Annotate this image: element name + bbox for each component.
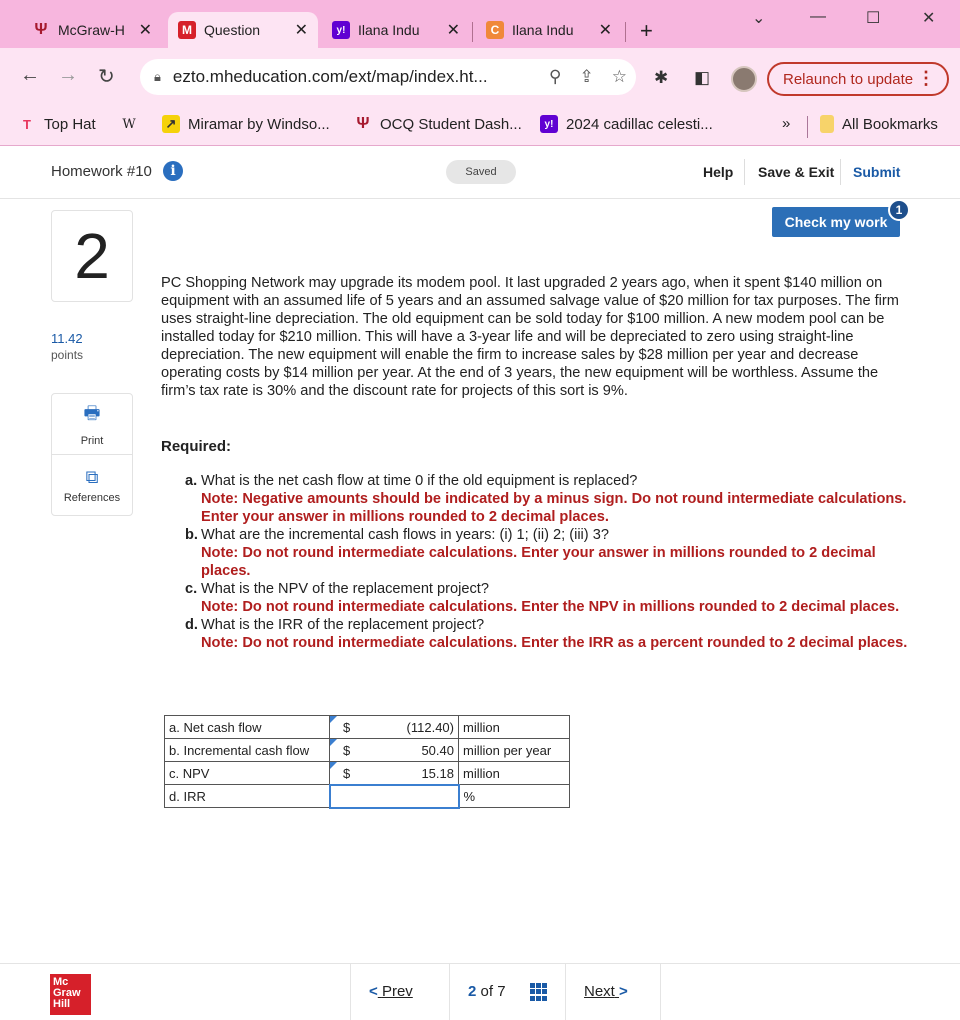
bookmark-star-icon[interactable]: ☆ — [611, 67, 627, 86]
currency-symbol: $ — [343, 766, 351, 781]
unit-label: % — [459, 785, 570, 808]
points-label: points — [51, 348, 84, 362]
header-divider — [840, 159, 841, 185]
help-link[interactable]: Help — [703, 164, 734, 180]
mcgraw-hill-logo: Mc Graw Hill — [50, 974, 91, 1015]
pager-divider — [449, 964, 450, 1020]
printer-icon: 🖶︎ — [83, 403, 101, 423]
part-label: d. — [185, 617, 198, 633]
irr-input[interactable] — [330, 785, 459, 808]
bookmark-ocq[interactable] — [354, 115, 522, 133]
bookmark-top-hat[interactable] — [18, 115, 96, 133]
assignment-header — [0, 147, 960, 199]
question-grid-icon[interactable] — [530, 983, 548, 1001]
close-tab-icon[interactable]: ✕ — [294, 22, 308, 39]
table-row — [165, 762, 570, 785]
table-row — [165, 716, 570, 739]
save-exit-link[interactable]: Save & Exit — [758, 164, 835, 180]
answer-table — [164, 715, 570, 809]
prev-button[interactable] — [369, 983, 413, 1000]
relaunch-label: Relaunch to update — [783, 70, 914, 88]
part-question: What is the IRR of the replacement project? — [201, 617, 485, 633]
of-label: of — [480, 983, 494, 1000]
next-button[interactable] — [584, 983, 628, 1000]
indiana-u-icon: Ψ — [356, 115, 370, 132]
bookmark-label: Top Hat — [44, 115, 96, 133]
url-text[interactable]: ezto.mheducation.com/ext/map/index.ht... — [172, 67, 488, 86]
unit-label: million — [459, 762, 570, 785]
row-label: d. IRR — [165, 785, 330, 808]
saved-status-badge: Saved — [446, 160, 516, 184]
wikipedia-icon: W — [122, 116, 136, 132]
tab-divider — [625, 22, 626, 42]
part-d — [185, 616, 915, 652]
page-footer — [0, 963, 960, 1020]
npv-input[interactable] — [330, 762, 459, 785]
question-number: 2 — [51, 210, 133, 302]
tab-search-icon[interactable]: ⌄ — [752, 10, 766, 27]
lock-icon[interactable]: 🔒︎ — [154, 69, 161, 84]
top-hat-icon: T — [23, 116, 31, 132]
close-window-icon[interactable]: ✕ — [922, 10, 936, 27]
yahoo-icon: y! — [540, 115, 558, 133]
relaunch-button[interactable] — [767, 62, 949, 96]
bookmark-label: OCQ Student Dash... — [380, 115, 522, 133]
tab-title: McGraw-H — [58, 22, 125, 38]
miramar-icon: ↗ — [162, 115, 180, 133]
unit-label: million — [459, 716, 570, 739]
tab-bar — [0, 0, 960, 48]
references-button[interactable] — [52, 455, 132, 516]
address-bar[interactable] — [140, 59, 636, 95]
part-b — [185, 526, 915, 580]
part-a — [185, 472, 915, 526]
print-label: Print — [80, 435, 104, 447]
side-panel-icon[interactable]: ◧ — [694, 68, 711, 87]
input-value[interactable]: (112.40) — [406, 720, 454, 735]
answer-flag-icon — [330, 762, 337, 769]
tab-divider — [472, 22, 473, 42]
part-question: What are the incremental cash flows in years: (i) 1; (ii) 2; (iii) 3? — [201, 527, 609, 543]
row-label: c. NPV — [165, 762, 330, 785]
zoom-icon[interactable]: ⚲ — [549, 67, 562, 86]
minimize-icon[interactable]: — — [810, 8, 826, 25]
bookmark-miramar[interactable] — [162, 115, 330, 133]
check-my-work-button[interactable]: Check my work — [772, 207, 900, 237]
net-cash-flow-input[interactable] — [330, 716, 459, 739]
part-note: Note: Do not round intermediate calculations. Enter your answer in millions rounded to 2 decimal places. — [201, 545, 876, 579]
page-counter — [468, 983, 506, 1000]
current-page: 2 — [468, 983, 477, 1000]
part-c — [185, 580, 915, 616]
address-toolbar — [0, 48, 960, 106]
tab-ilana-1[interactable] — [322, 12, 470, 48]
row-label: b. Incremental cash flow — [165, 739, 330, 762]
bookmark-label: 2024 cadillac celesti... — [566, 115, 713, 133]
points-value: 11.42 — [51, 331, 83, 346]
part-label: c. — [185, 581, 198, 597]
tab-title: Ilana Indu — [512, 22, 574, 38]
row-label: a. Net cash flow — [165, 716, 330, 739]
close-tab-icon[interactable]: ✕ — [598, 22, 612, 39]
part-note: Note: Do not round intermediate calculations. Enter the NPV in millions rounded to 2 decimal places. — [201, 599, 900, 615]
bookmarks-bar — [0, 106, 960, 146]
question-text: PC Shopping Network may upgrade its modem pool. It last upgraded 2 years ago, when it spent $140 million on equipment with an assumed life of 5 years and an assumed salvage value of $20 million for tax purposes. The firm uses straight-line depreciation. The old equipment can be sold today for $100 million. A new modem pool can be installed today for $210 million. This will have a 3-year life and will be depreciated to zero using straight-line depreciation. The new equipment will enable the firm to increase sales by $28 million per year and decrease operating costs by $14 million per year. At the end of 3 years, the new equipment will be worthless. Assume the firm’s tax rate is 30% and the discount rate for projects of this sort is 9%. — [161, 275, 899, 399]
menu-icon[interactable]: ⋮ — [917, 68, 935, 88]
bookmark-cadillac[interactable] — [540, 115, 713, 133]
total-pages: 7 — [497, 983, 506, 1000]
header-divider — [744, 159, 745, 185]
forward-icon[interactable]: → — [58, 64, 78, 86]
pagination — [350, 964, 661, 1020]
currency-symbol: $ — [343, 720, 351, 735]
part-label: a. — [185, 473, 198, 489]
close-tab-icon[interactable]: ✕ — [446, 22, 460, 39]
extensions-icon[interactable]: ✱ — [654, 68, 669, 87]
required-parts — [185, 472, 915, 652]
part-label: b. — [185, 527, 198, 543]
folder-icon — [820, 115, 834, 133]
share-icon[interactable]: ⇪ — [579, 67, 594, 86]
submit-link[interactable]: Submit — [853, 164, 901, 180]
all-bookmarks[interactable] — [820, 115, 938, 133]
close-tab-icon[interactable]: ✕ — [138, 22, 152, 39]
next-label: Next — [584, 983, 615, 1000]
part-note: Note: Do not round intermediate calculations. Enter the IRR as a percent rounded to 2 decimal places. — [201, 635, 908, 651]
tab-mcgraw[interactable] — [22, 12, 162, 48]
answer-flag-icon — [330, 739, 337, 746]
maximize-icon[interactable]: ☐ — [866, 10, 881, 27]
input-value[interactable]: 15.18 — [421, 766, 454, 781]
references-label: References — [63, 492, 121, 504]
yahoo-icon: y! — [332, 21, 350, 39]
required-heading: Required: — [161, 438, 232, 455]
bookmark-label: Miramar by Windso... — [188, 115, 330, 133]
all-bookmarks-label: All Bookmarks — [842, 115, 938, 133]
new-tab-button[interactable]: + — [640, 18, 653, 43]
bookmark-wikipedia[interactable] — [120, 115, 146, 133]
currency-symbol: $ — [343, 743, 351, 758]
profile-avatar[interactable] — [731, 66, 757, 92]
input-value[interactable]: 50.40 — [421, 743, 454, 758]
table-row — [165, 785, 570, 808]
part-question: What is the net cash flow at time 0 if the old equipment is replaced? — [201, 473, 638, 489]
copy-pages-icon: ⧉ — [85, 467, 99, 487]
chevron-left-icon: < — [369, 983, 378, 1000]
tab-title: Ilana Indu — [358, 22, 420, 38]
pager-divider — [565, 964, 566, 1020]
table-row — [165, 739, 570, 762]
tab-ilana-2[interactable] — [476, 12, 622, 48]
print-button[interactable] — [52, 394, 132, 455]
check-count-badge: 1 — [888, 199, 910, 221]
more-bookmarks-icon[interactable]: » — [782, 115, 791, 132]
c-icon: C — [486, 21, 504, 39]
part-question: What is the NPV of the replacement project? — [201, 581, 489, 597]
tab-question[interactable] — [168, 12, 318, 48]
info-icon[interactable]: i — [163, 161, 183, 181]
answer-flag-icon — [330, 716, 337, 723]
back-icon[interactable]: ← — [20, 64, 40, 86]
part-note: Note: Negative amounts should be indicated by a minus sign. Do not round intermediate calculations. Enter your answer in millions rounded to 2 decimal places. — [201, 491, 907, 525]
mcgraw-m-icon: M — [178, 21, 196, 39]
bookmark-divider — [807, 116, 808, 138]
assignment-title: Homework #10 — [51, 163, 152, 180]
tab-title: Question — [204, 22, 261, 38]
incremental-cash-flow-input[interactable] — [330, 739, 459, 762]
unit-label: million per year — [459, 739, 570, 762]
question-tools — [51, 393, 133, 516]
indiana-u-icon: Ψ — [34, 21, 48, 38]
reload-icon[interactable]: ↻ — [98, 66, 115, 88]
prev-label: Prev — [381, 983, 413, 1000]
chevron-right-icon: > — [619, 983, 628, 1000]
